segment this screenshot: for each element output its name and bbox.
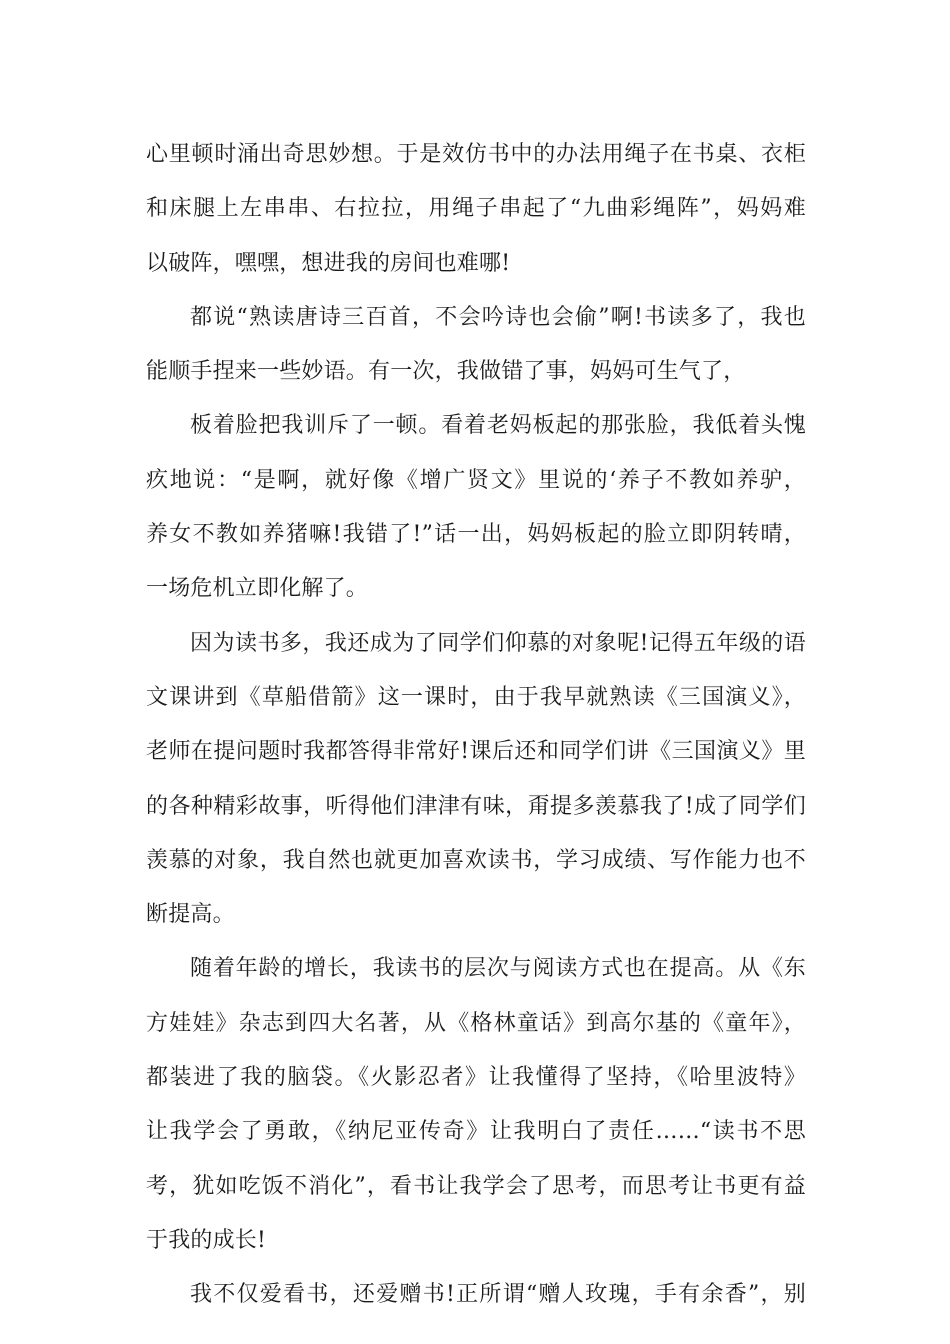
text-line: 以破阵，嘿嘿，想进我的房间也难哪! <box>146 250 511 276</box>
text-line: 的各种精彩故事，听得他们津津有味，甭提多羡慕我了!成了同学们 <box>146 793 806 819</box>
text-line: 方娃娃》杂志到四大名著，从《格林童话》到高尔基的《童年》， <box>146 1010 806 1036</box>
text-line: 断提高。 <box>146 902 235 928</box>
text-line: 板着脸把我训斥了一顿。看着老妈板起的那张脸，我低着头愧 <box>190 413 806 439</box>
text-line: 文课讲到《草船借箭》这一课时，由于我早就熟读《三国演义》， <box>146 684 806 710</box>
text-line: 和床腿上左串串、右拉拉，用绳子串起了“九曲彩绳阵”，妈妈难 <box>146 196 806 222</box>
text-line: 能顺手捏来一些妙语。有一次，我做错了事，妈妈可生气了， <box>146 359 746 385</box>
text-line: 随着年龄的增长，我读书的层次与阅读方式也在提高。从《东 <box>190 956 806 982</box>
body-text <box>146 128 806 1323</box>
text-line: 一场危机立即化解了。 <box>146 576 369 602</box>
text-line: 养女不教如养猪嘛!我错了!”话一出，妈妈板起的脸立即阴转晴， <box>146 522 806 548</box>
text-line: 都装进了我的脑袋。《火影忍者》让我懂得了坚持，《哈里波特》 <box>146 1065 806 1091</box>
text-line: 羡慕的对象，我自然也就更加喜欢读书，学习成绩、写作能力也不 <box>146 847 806 873</box>
text-line: 老师在提问题时我都答得非常好!课后还和同学们讲《三国演义》里 <box>146 739 806 765</box>
text-line: 因为读书多，我还成为了同学们仰慕的对象呢!记得五年级的语 <box>190 630 806 656</box>
text-line: 都说“熟读唐诗三百首，不会吟诗也会偷”啊!书读多了，我也 <box>190 304 806 330</box>
text-line: 于我的成长! <box>146 1227 267 1253</box>
text-line: 考，犹如吃饭不消化”，看书让我学会了思考，而思考让书更有益 <box>146 1173 806 1199</box>
text-line: 让我学会了勇敢，《纳尼亚传奇》让我明白了责任……“读书不思 <box>146 1119 806 1145</box>
text-line: 心里顿时涌出奇思妙想。于是效仿书中的办法用绳子在书桌、衣柜 <box>146 142 806 167</box>
text-line: 我不仅爱看书，还爱赠书!正所谓“赠人玫瑰，手有余香”，别 <box>190 1282 806 1308</box>
text-line: 疚地说：“是啊，就好像《增广贤文》里说的‘养子不教如养驴， <box>146 467 806 493</box>
